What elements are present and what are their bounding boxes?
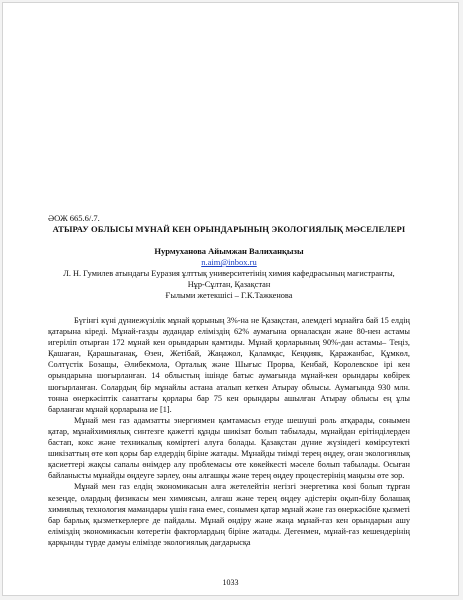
supervisor-line: Ғылыми жетекшісі – Г.К.Тажкенова [165, 291, 293, 300]
affiliation-location: Нұр-Сұлтан, Қазақстан [187, 280, 271, 289]
paragraph: Бүгінгі күні дүниежүзілік мұнай қорының 3%-на не Қазақстан, әлемдегі мұнайға бай 15 елдің қатарына кіреді. Мұнай-газды аудандар еліміздің 62% аумағына орналасқан және 80-нен астамы игеріліп отырған 172 мұнай кен орындарын қамтиды. Мұнай қорларының 90%-дан астамы– Теңіз, Қашаған, Қарашығанақ, Өзен, Жетібай, Жаңажол, Қаламқас, Кеңқияк, Қаражанбас, Құмкөл, Солтүстік Бозащы, Әлибекмола, Орталық және Шығыс Прорва, Кенбай, Королевское ірі кен орындарына шоғырланған. 14 облыстың ішінде батыс аумағында мұнай-кен орындары көбірек шоғырланған. Солардың бір мұнайлы астана аталып кеткен Атырау облысы. Аумағында 930 млн. тонна өнеркәсіптік санаттағы қорлары бар 75 кен орындары ашылған Атырау облысы ең ұлы барланған мұнай қорларына ие [1]. [48, 316, 410, 414]
article-title: АТЫРАУ ОБЛЫСЫ МҰНАЙ КЕН ОРЫНДАРЫНЫҢ ЭКОЛОГИЯЛЫҚ МӘСЕЛЕЛЕРІ [52, 224, 406, 234]
udc-code: ӘОЖ 665.6/.7. [48, 213, 100, 223]
page-number: 1033 [222, 578, 239, 587]
paragraph: Мұнай мен газ адамзатты энергиямен қамтамасыз етуде шешуші роль атқарады, сонымен қатар, мұнайхимиялық синтезге қажетті құнды шикізат болып табылады, мұнайдан ерітінділерден бастап, кокс және техникалық көміртегі алуға болады. Қазақстан дүние жүзіндегі көмірсутекті шикізаттың өте көп қоры бар елдердің біріне жатады. Мұнайды тиімді терең өңдеу, оған экологиялық қасиеттері жақсы сапалы өнімдер алу проблемасы өте көкейкесті мәселе болып табылады. Осыған байланысты мұнайды өңдеуге зәрлеу, оны алғашқы және терең өңдеу процестерінің маңызы өте зор. [48, 415, 410, 481]
article-text [48, 315, 410, 548]
document-page [2, 2, 459, 596]
author-email[interactable] [48, 257, 410, 268]
document-body [48, 213, 410, 548]
affiliation-line: Л. Н. Гумилев атындағы Еуразия ұлттық университетінің химия кафедрасының магистранты, [63, 269, 395, 278]
author-name: Нурмуханова Айымжан Валиханқызы [154, 246, 304, 256]
email-link[interactable]: n.aim@inbox.ru [201, 257, 257, 267]
paragraph: Мұнай мен газ елдің экономикасын алға жетелейтін негізгі энергетика көзі болып тұрған кезеңде, олардың физикасы мен химиясын, алғаш және терең өңдеу әдістерін оқып-білу болашақ химиялық технология мамандары үшін ғана емес, сонымен қатар мұнай және газ өнеркәсібне қызметі бар барлық қызметкерлерге де пайдалы. Мұнай өндіру және жаңа мұнай-газ кен орындарын ашу еліміздің экономикасын көтеретін факторлардың біріне жатады. Дегенмен, мұнай-газ кешендерінің қарқынды түрде дамуы елімізде экологиялық дағдарысқа [48, 482, 410, 547]
